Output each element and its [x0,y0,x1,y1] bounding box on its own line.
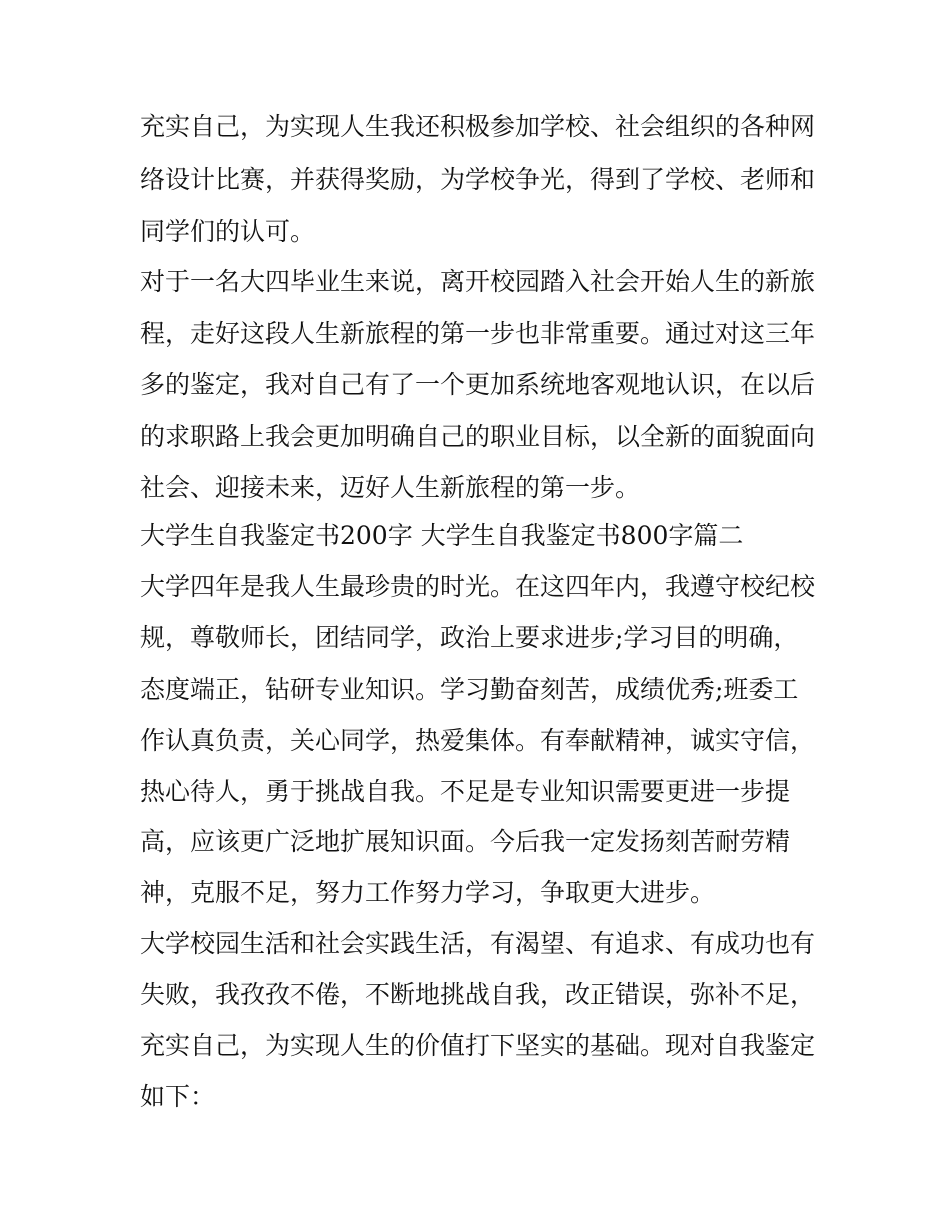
text-line-16: 神，克服不足，努力工作努力学习，争取更大进步。 [140,878,716,907]
text-line-2: 络设计比赛，并获得奖励，为学校争光，得到了学校、老师和 [140,165,816,194]
text-line-19: 充实自己，为实现人生的价值打下坚实的基础。现对自我鉴定 [140,1031,816,1060]
text-line-8: 社会、迎接未来，迈好人生新旅程的第一步。 [140,473,641,502]
text-line-12: 态度端正，钻研专业知识。学习勤奋刻苦，成绩优秀;班委工 [140,675,799,704]
text-line-13: 作认真负责，关心同学，热爱集体。有奉献精神，诚实守信， [140,726,816,755]
text-line-11: 规，尊敬师长，团结同学，政治上要求进步;学习目的明确， [140,623,799,652]
text-line-20: 如下： [140,1082,216,1111]
text-line-3: 同学们的认可。 [140,217,316,246]
text-line-6: 多的鉴定，我对自己有了一个更加系统地客观地认识，在以后 [140,370,816,399]
text-line-5: 程，走好这段人生新旅程的第一步也非常重要。通过对这三年 [140,319,816,348]
text-line-7: 的求职路上我会更加明确自己的职业目标，以全新的面貌面向 [140,422,816,451]
text-line-18: 失败，我孜孜不倦，不断地挑战自我，改正错误，弥补不足， [140,980,816,1009]
text-line-4: 对于一名大四毕业生来说，离开校园踏入社会开始人生的新旅 [140,267,816,296]
text-line-15: 高，应该更广泛地扩展知识面。今后我一定发扬刻苦耐劳精 [140,827,791,856]
text-line-10: 大学四年是我人生最珍贵的时光。在这四年内，我遵守校纪校 [140,572,816,601]
text-line-17: 大学校园生活和社会实践生活，有渴望、有追求、有成功也有 [140,929,816,958]
text-line-14: 热心待人，勇于挑战自我。不足是专业知识需要更进一步提 [140,777,791,806]
section-heading: 大学生自我鉴定书200字 大学生自我鉴定书800字篇二 [140,521,744,550]
text-line-1: 充实自己，为实现人生我还积极参加学校、社会组织的各种网 [140,112,816,141]
